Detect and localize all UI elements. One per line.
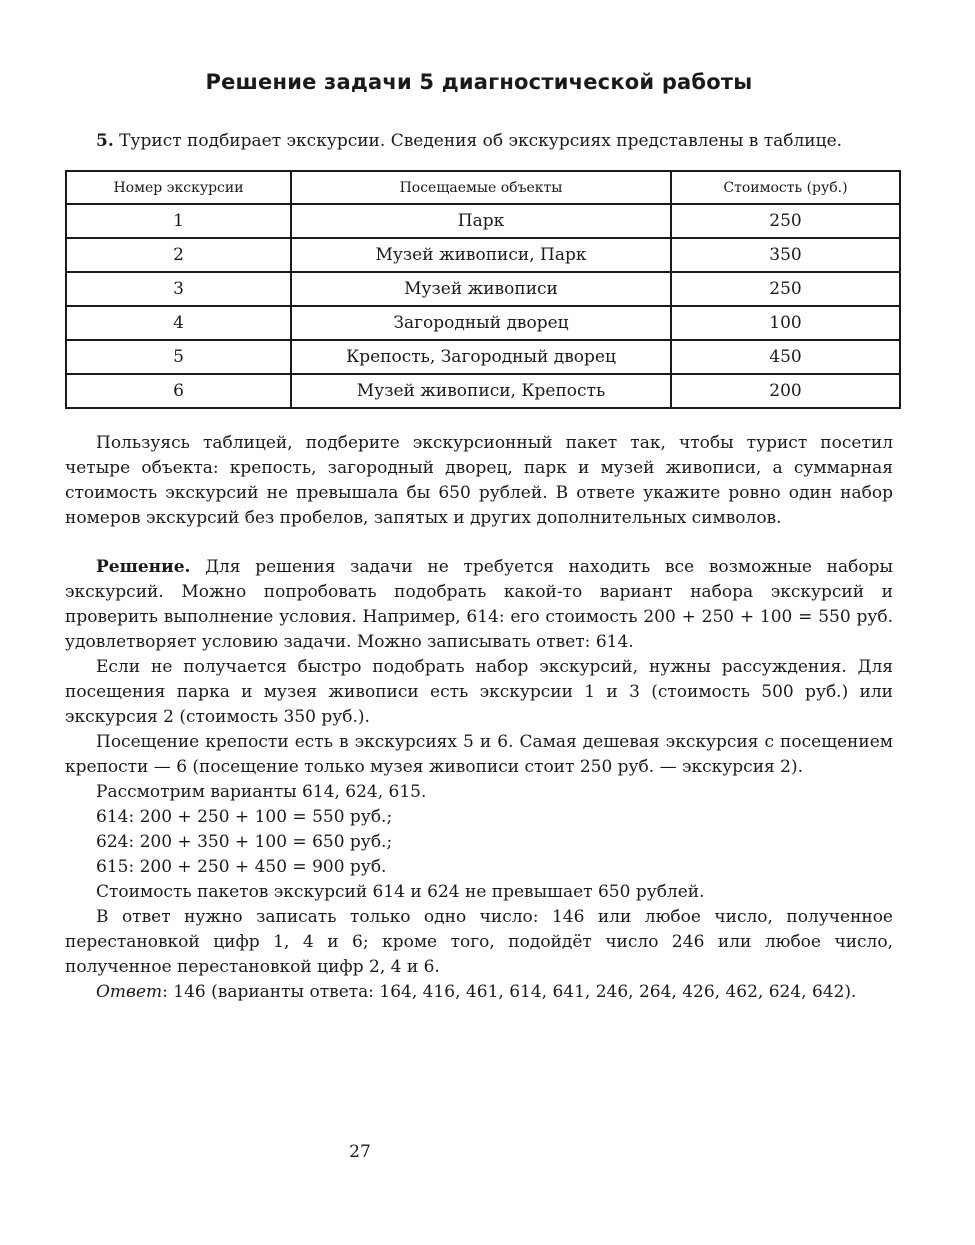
variant-line: 614: 200 + 250 + 100 = 550 руб.; [96, 807, 393, 827]
table-row [66, 204, 900, 238]
cell-cost: 200 [671, 374, 900, 408]
cell-objects: Музей живописи [291, 272, 671, 306]
variant-line: 615: 200 + 250 + 450 = 900 руб. [96, 857, 387, 877]
answer-note: В ответ нужно записать только одно число: 146 или любое число, полученное перестановкой цифр 1, 4 и 6; кроме того, подойдёт число 246 или любое число, полученное перестановкой цифр 2, 4 и 6. [65, 907, 893, 977]
variant-line: 624: 200 + 350 + 100 = 650 руб.; [96, 832, 393, 852]
cost-conclusion: Стоимость пакетов экскурсий 614 и 624 не превышает 650 рублей. [96, 882, 705, 902]
solution-label: Решение. [96, 557, 191, 577]
cell-cost: 350 [671, 238, 900, 272]
table-header-row [66, 171, 900, 204]
table-row [66, 340, 900, 374]
page-title: Решение задачи 5 диагностической работы [205, 70, 753, 94]
cell-cost: 450 [671, 340, 900, 374]
header-cost: Стоимость (руб.) [671, 171, 900, 204]
cell-number: 4 [66, 306, 291, 340]
cell-number: 1 [66, 204, 291, 238]
cell-number: 2 [66, 238, 291, 272]
cell-cost: 250 [671, 272, 900, 306]
table-row [66, 374, 900, 408]
cell-objects: Музей живописи, Крепость [291, 374, 671, 408]
table-row [66, 272, 900, 306]
solution-reasoning: Если не получается быстро подобрать набор экскурсий, нужны рассуждения. Для посещения парка и музея живописи есть экскурсии 1 и 3 (стоимость 500 руб.) или экскурсия 2 (стоимость 350 руб.). [65, 657, 893, 727]
header-number: Номер экскурсии [66, 171, 291, 204]
cell-cost: 250 [671, 204, 900, 238]
task-statement [96, 130, 896, 152]
answer-label: Ответ [96, 982, 163, 1002]
solution-intro [65, 555, 893, 655]
task-text: Турист подбирает экскурсии. Сведения об экскурсиях представлены в таблице. [113, 131, 843, 151]
page-number: 27 [349, 1142, 371, 1162]
answer-line [96, 980, 856, 1005]
cell-number: 5 [66, 340, 291, 374]
cell-objects: Музей живописи, Парк [291, 238, 671, 272]
variants-intro: Рассмотрим варианты 614, 624, 615. [96, 782, 427, 802]
task-number: 5. [96, 131, 114, 151]
solution-fortress: Посещение крепости есть в экскурсиях 5 и 6. Самая дешевая экскурсия с посещением крепости — 6 (посещение только музея живописи стоит 250 руб. — экскурсия 2). [65, 732, 893, 777]
solution-intro-text: Для решения задачи не требуется находить все возможные наборы экскурсий. Можно попробовать подобрать какой-то вариант набора экскурсий и проверить выполнение условия. Например, 614: его стоимость 200 + 250 + 100 = 550 руб. удовлетворяет условию задачи. Можно записывать ответ: 614. [65, 557, 893, 652]
table-row [66, 238, 900, 272]
cell-number: 6 [66, 374, 291, 408]
excursions-table [65, 170, 901, 409]
cell-objects: Загородный дворец [291, 306, 671, 340]
question-paragraph: Пользуясь таблицей, подберите экскурсионный пакет так, чтобы турист посетил четыре объекта: крепость, загородный дворец, парк и музей живописи, а суммарная стоимость экскурсий не превышала бы 650 рублей. В ответе укажите ровно один набор номеров экскурсий без пробелов, запятых и других дополнительных символов. [65, 433, 893, 528]
table-row [66, 306, 900, 340]
header-objects: Посещаемые объекты [291, 171, 671, 204]
cell-number: 3 [66, 272, 291, 306]
answer-text: : 146 (варианты ответа: 164, 416, 461, 614, 641, 246, 264, 426, 462, 624, 642). [162, 982, 857, 1002]
cell-objects: Парк [291, 204, 671, 238]
cell-objects: Крепость, Загородный дворец [291, 340, 671, 374]
cell-cost: 100 [671, 306, 900, 340]
